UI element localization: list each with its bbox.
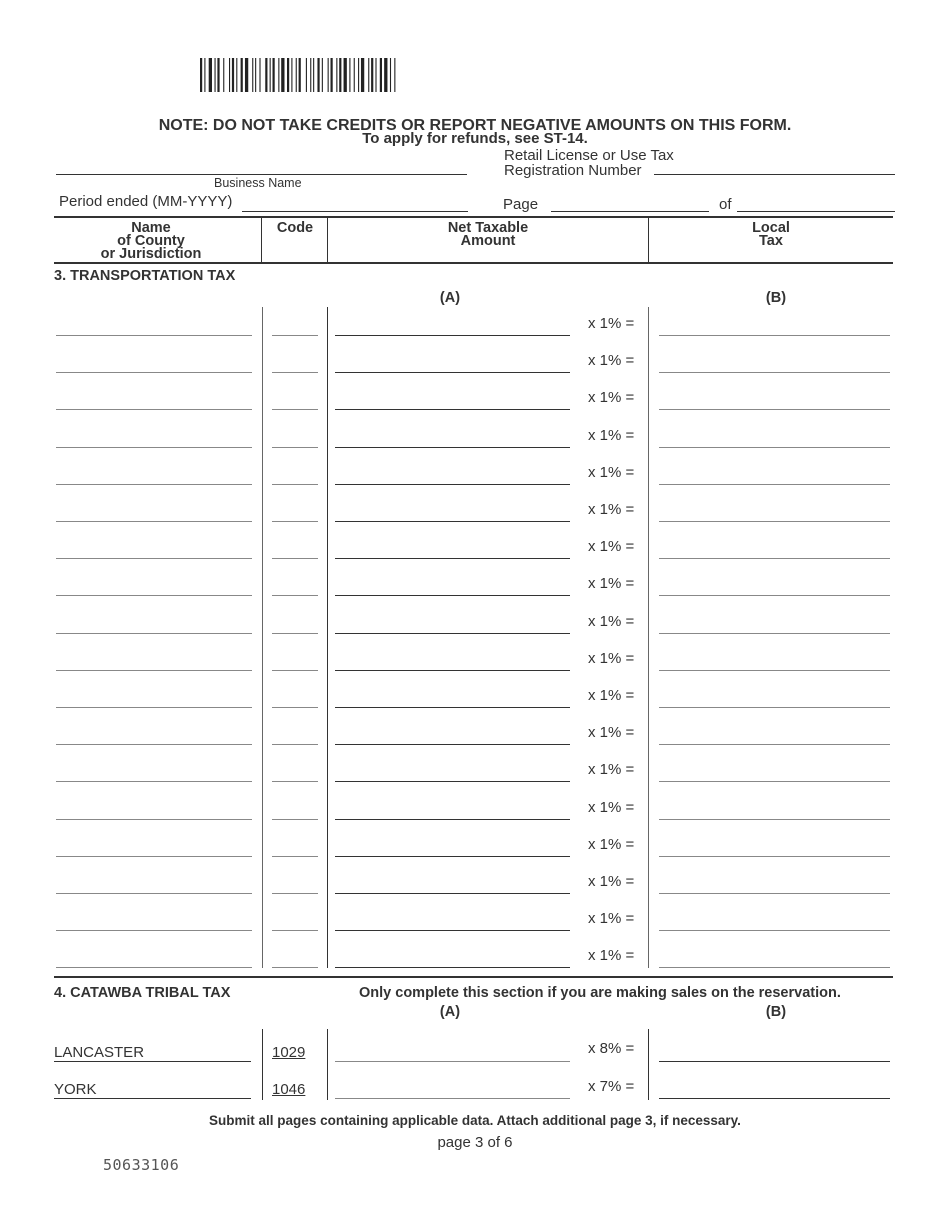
jurisdiction-code-field[interactable] — [272, 670, 318, 671]
catawba-york-tax-field[interactable] — [659, 1098, 890, 1099]
business-name-field[interactable] — [56, 174, 467, 175]
jurisdiction-code-field[interactable] — [272, 856, 318, 857]
local-tax-field[interactable] — [659, 372, 890, 373]
rate-multiplier: x 1% = — [588, 873, 635, 890]
section4-divider — [648, 1029, 649, 1100]
period-ended-field[interactable] — [242, 211, 468, 212]
rate-multiplier: x 1% = — [588, 650, 635, 667]
section4-divider — [262, 1029, 263, 1100]
rate-multiplier: x 1% = — [588, 352, 635, 369]
section3-divider — [648, 307, 649, 968]
header-name-line3: or Jurisdiction — [100, 246, 202, 262]
jurisdiction-name-field[interactable] — [56, 521, 252, 522]
jurisdiction-name-field[interactable] — [56, 484, 252, 485]
rate-multiplier: x 1% = — [588, 947, 635, 964]
local-tax-field[interactable] — [659, 744, 890, 745]
rate-multiplier: x 1% = — [588, 315, 635, 332]
catawba-county-rule — [54, 1061, 251, 1062]
jurisdiction-name-field[interactable] — [56, 893, 252, 894]
catawba-lancaster-tax-field[interactable] — [659, 1061, 890, 1062]
net-taxable-amount-field[interactable] — [335, 856, 570, 857]
rate-multiplier: x 1% = — [588, 575, 635, 592]
catawba-york-multiplier: x 7% = — [588, 1078, 635, 1095]
net-taxable-amount-field[interactable] — [335, 372, 570, 373]
of-label: of — [719, 196, 732, 213]
section3-col-b-label: (B) — [765, 290, 787, 306]
header-name-line1: Name — [131, 220, 171, 236]
jurisdiction-code-field[interactable] — [272, 967, 318, 968]
jurisdiction-code-field[interactable] — [272, 633, 318, 634]
local-tax-field[interactable] — [659, 447, 890, 448]
rate-multiplier: x 1% = — [588, 687, 635, 704]
header-net-line1: Net Taxable — [447, 220, 529, 236]
rate-multiplier: x 1% = — [588, 427, 635, 444]
net-taxable-amount-field[interactable] — [335, 447, 570, 448]
catawba-lancaster-amount-field[interactable] — [335, 1061, 570, 1062]
local-tax-field[interactable] — [659, 335, 890, 336]
rate-multiplier: x 1% = — [588, 761, 635, 778]
net-taxable-amount-field[interactable] — [335, 707, 570, 708]
jurisdiction-code-field[interactable] — [272, 335, 318, 336]
rate-multiplier: x 1% = — [588, 724, 635, 741]
net-taxable-amount-field[interactable] — [335, 930, 570, 931]
jurisdiction-name-field[interactable] — [56, 409, 252, 410]
header-net-taxable-column — [328, 222, 648, 248]
net-taxable-amount-field[interactable] — [335, 781, 570, 782]
period-ended-label: Period ended (MM-YYYY) — [59, 193, 233, 210]
jurisdiction-code-field[interactable] — [272, 595, 318, 596]
rate-multiplier: x 1% = — [588, 501, 635, 518]
jurisdiction-name-field[interactable] — [56, 558, 252, 559]
rate-multiplier: x 1% = — [588, 836, 635, 853]
local-tax-field[interactable] — [659, 893, 890, 894]
section4-title: 4. CATAWBA TRIBAL TAX — [54, 985, 231, 1001]
catawba-county-york: YORK — [54, 1081, 97, 1098]
local-tax-field[interactable] — [659, 707, 890, 708]
jurisdiction-name-field[interactable] — [56, 744, 252, 745]
jurisdiction-name-field[interactable] — [56, 930, 252, 931]
jurisdiction-name-field[interactable] — [56, 447, 252, 448]
local-tax-field[interactable] — [659, 967, 890, 968]
header-net-line2: Amount — [460, 233, 516, 249]
local-tax-field[interactable] — [659, 633, 890, 634]
header-name-line2: of County — [117, 233, 185, 249]
section3-col-a-label: (A) — [439, 290, 461, 306]
jurisdiction-code-field[interactable] — [272, 893, 318, 894]
jurisdiction-code-field[interactable] — [272, 521, 318, 522]
local-tax-field[interactable] — [659, 781, 890, 782]
net-taxable-amount-field[interactable] — [335, 670, 570, 671]
jurisdiction-name-field[interactable] — [56, 967, 252, 968]
header-code-column: Code — [276, 220, 314, 236]
rate-multiplier: x 1% = — [588, 538, 635, 555]
jurisdiction-name-field[interactable] — [56, 670, 252, 671]
jurisdiction-code-field[interactable] — [272, 707, 318, 708]
form-number: 50633106 — [103, 1156, 180, 1174]
jurisdiction-code-field[interactable] — [272, 781, 318, 782]
section4-top-rule — [54, 976, 893, 978]
net-taxable-amount-field[interactable] — [335, 893, 570, 894]
section3-title: 3. TRANSPORTATION TAX — [54, 268, 236, 284]
page-number-field[interactable] — [551, 211, 709, 212]
section4-col-a-label: (A) — [439, 1004, 461, 1020]
jurisdiction-code-field[interactable] — [272, 819, 318, 820]
net-taxable-amount-field[interactable] — [335, 633, 570, 634]
net-taxable-amount-field[interactable] — [335, 819, 570, 820]
rate-multiplier: x 1% = — [588, 910, 635, 927]
jurisdiction-name-field[interactable] — [56, 781, 252, 782]
catawba-county-rule — [54, 1098, 251, 1099]
barcode-image — [200, 58, 470, 92]
jurisdiction-name-field[interactable] — [56, 856, 252, 857]
jurisdiction-code-field[interactable] — [272, 484, 318, 485]
page-indicator: page 3 of 6 — [437, 1134, 513, 1151]
jurisdiction-name-field[interactable] — [56, 819, 252, 820]
header-top-rule — [54, 216, 893, 218]
jurisdiction-code-field[interactable] — [272, 558, 318, 559]
local-tax-field[interactable] — [659, 484, 890, 485]
registration-number-label: Registration Number — [504, 162, 642, 179]
jurisdiction-code-field[interactable] — [272, 372, 318, 373]
footer-instruction: Submit all pages containing applicable data. Attach additional page 3, if necessary. — [209, 1113, 741, 1128]
section3-divider — [262, 307, 263, 968]
registration-number-field[interactable] — [654, 174, 895, 175]
header-local-line1: Local — [752, 220, 790, 236]
catawba-york-amount-field[interactable] — [335, 1098, 570, 1099]
jurisdiction-name-field[interactable] — [56, 633, 252, 634]
net-taxable-amount-field[interactable] — [335, 335, 570, 336]
catawba-code-1046: 1046 — [272, 1081, 306, 1098]
net-taxable-amount-field[interactable] — [335, 744, 570, 745]
net-taxable-amount-field[interactable] — [335, 967, 570, 968]
rate-multiplier: x 1% = — [588, 613, 635, 630]
rate-multiplier: x 1% = — [588, 389, 635, 406]
business-name-label: Business Name — [214, 176, 302, 190]
jurisdiction-code-field[interactable] — [272, 409, 318, 410]
rate-multiplier: x 1% = — [588, 464, 635, 481]
section3-divider — [327, 307, 328, 968]
jurisdiction-code-field[interactable] — [272, 744, 318, 745]
local-tax-field[interactable] — [659, 819, 890, 820]
catawba-county-lancaster: LANCASTER — [54, 1044, 145, 1061]
page-total-field[interactable] — [737, 211, 895, 212]
header-name-column — [56, 222, 246, 261]
header-divider — [261, 218, 262, 263]
jurisdiction-code-field[interactable] — [272, 930, 318, 931]
local-tax-field[interactable] — [659, 595, 890, 596]
net-taxable-amount-field[interactable] — [335, 521, 570, 522]
header-bottom-rule — [54, 262, 893, 264]
jurisdiction-name-field[interactable] — [56, 595, 252, 596]
local-tax-field[interactable] — [659, 521, 890, 522]
section4-col-b-label: (B) — [765, 1004, 787, 1020]
retail-license-label: Retail License or Use Tax — [504, 147, 674, 164]
header-divider — [648, 218, 649, 263]
catawba-code-1029: 1029 — [272, 1044, 306, 1061]
net-taxable-amount-field[interactable] — [335, 595, 570, 596]
jurisdiction-name-field[interactable] — [56, 707, 252, 708]
page-label: Page — [503, 196, 539, 213]
local-tax-field[interactable] — [659, 409, 890, 410]
rate-multiplier: x 1% = — [588, 799, 635, 816]
catawba-lancaster-multiplier: x 8% = — [588, 1040, 635, 1057]
note-refunds: To apply for refunds, see ST-14. — [362, 130, 588, 147]
section4-instruction: Only complete this section if you are making sales on the reservation. — [359, 985, 841, 1001]
header-divider — [327, 218, 328, 263]
jurisdiction-name-field[interactable] — [56, 335, 252, 336]
note-no-credits: NOTE: DO NOT TAKE CREDITS OR REPORT NEGATIVE AMOUNTS ON THIS FORM. — [158, 117, 792, 134]
local-tax-field[interactable] — [659, 856, 890, 857]
jurisdiction-code-field[interactable] — [272, 447, 318, 448]
header-local-tax-column — [649, 222, 893, 248]
header-local-line2: Tax — [759, 233, 783, 249]
jurisdiction-name-field[interactable] — [56, 372, 252, 373]
local-tax-field[interactable] — [659, 558, 890, 559]
net-taxable-amount-field[interactable] — [335, 409, 570, 410]
local-tax-field[interactable] — [659, 670, 890, 671]
net-taxable-amount-field[interactable] — [335, 484, 570, 485]
net-taxable-amount-field[interactable] — [335, 558, 570, 559]
local-tax-field[interactable] — [659, 930, 890, 931]
section4-divider — [327, 1029, 328, 1100]
